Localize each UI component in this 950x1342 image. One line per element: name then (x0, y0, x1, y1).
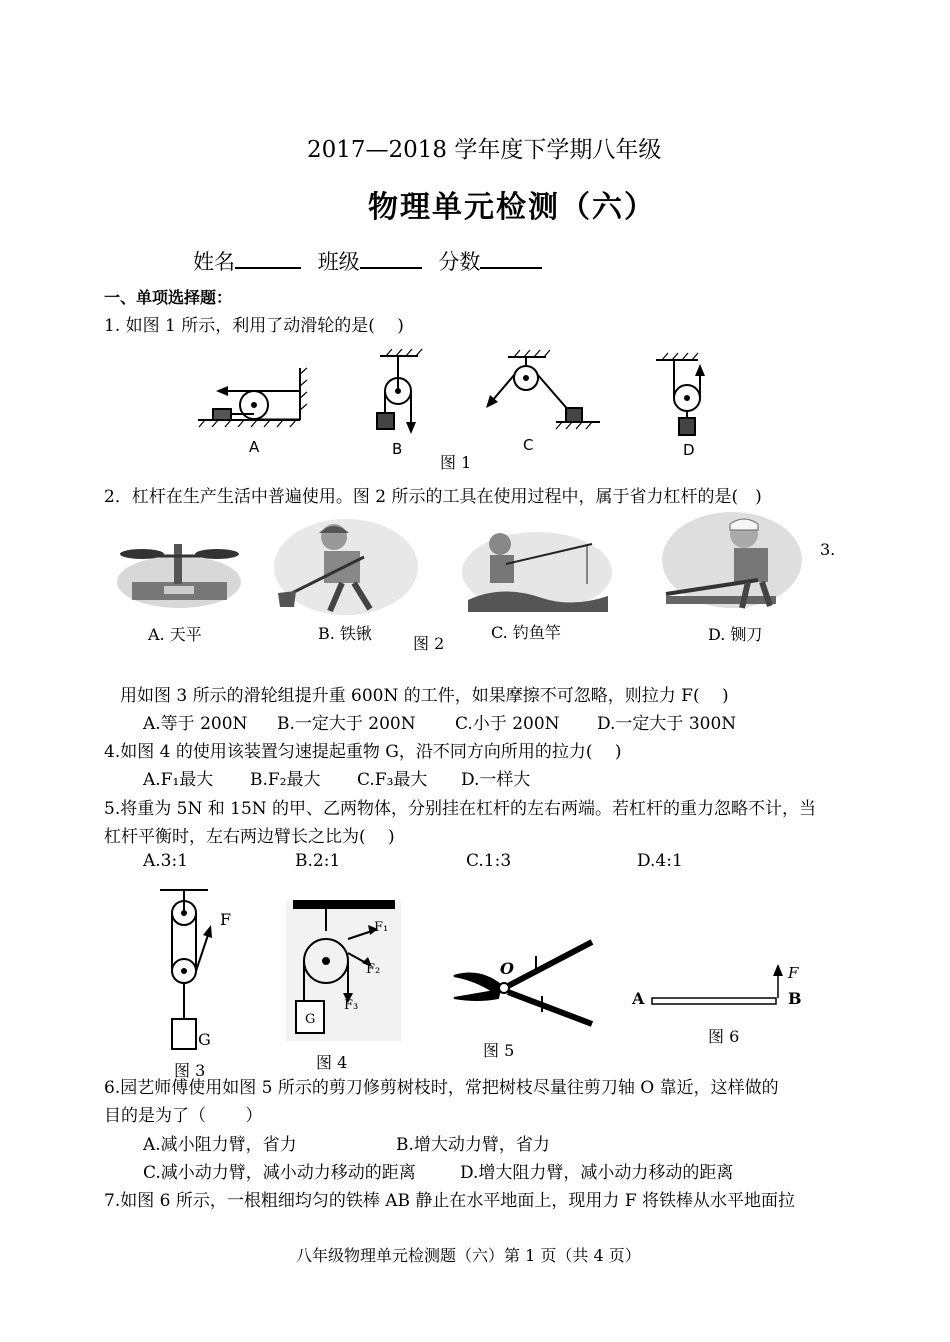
fig5-caption: 图 5 (483, 1041, 515, 1060)
fig2-caption: 图 2 (413, 634, 445, 653)
exam-year-line: 2017—2018 学年度下学期八年级 (307, 137, 662, 163)
q3-option-a: A.等于 200N (143, 714, 248, 734)
q3-option-c: C.小于 200N (455, 714, 560, 734)
fig6-label-a: A (632, 989, 645, 1008)
q5-option-d: D.4:1 (637, 851, 683, 871)
fig4-label-f1: F₁ (374, 920, 389, 935)
q3-option-d: D.一定大于 300N (597, 714, 737, 734)
fig1-label-b: B (392, 440, 403, 458)
q4-option-b: B.F₂最大 (250, 770, 321, 790)
fig4-label-g: G (305, 1012, 316, 1027)
q6-option-b: B.增大动力臂，省力 (396, 1135, 550, 1155)
q2-option-b: B. 铁锹 (318, 624, 372, 643)
fig4-caption: 图 4 (316, 1053, 348, 1072)
balance-scale-image (112, 530, 247, 610)
q6-option-d: D.增大阻力臂，减小动力移动的距离 (460, 1163, 734, 1183)
figure-4-fixed-pulley (280, 895, 410, 1045)
fig3-label-g: G (198, 1030, 211, 1049)
page-title: 物理单元检测（六） (368, 190, 656, 225)
fig4-label-f2: F₂ (366, 962, 381, 977)
q4-option-a: A.F₁最大 (143, 770, 214, 790)
q5-option-a: A.3:1 (143, 851, 189, 871)
page-footer: 八年级物理单元检测题（六）第 1 页（共 4 页） (296, 1246, 641, 1265)
q5-stem-line2: 杠杆平衡时，左右两边臂长之比为( ) (104, 827, 395, 847)
q6-option-c: C.减小动力臂，减小动力移动的距离 (143, 1163, 416, 1183)
q3-stem: 用如图 3 所示的滑轮组提升重 600N 的工件，如果摩擦不可忽略，则拉力 F( ) (120, 686, 729, 706)
section-title: 一、单项选择题： (104, 288, 233, 307)
q2-stem: 2．杠杆在生产生活中普遍使用。图 2 所示的工具在使用过程中，属于省力杠杆的是( ) (104, 487, 762, 507)
q6-stem-line2: 目的是为了（ ） (104, 1106, 263, 1126)
q1-stem: 1. 如图 1 所示，利用了动滑轮的是( ) (104, 316, 404, 336)
q5-option-c: C.1:3 (466, 851, 512, 871)
q5-option-b: B.2:1 (295, 851, 341, 871)
class-label: 班级 (317, 250, 360, 274)
q3-option-b: B.一定大于 200N (277, 714, 416, 734)
q6-option-a: A.减小阻力臂，省力 (143, 1135, 297, 1155)
fishing-rod-image (462, 524, 612, 612)
q4-option-c: C.F₃最大 (357, 770, 428, 790)
fig1-caption: 图 1 (440, 453, 472, 472)
figure-3-pulley-block (150, 885, 240, 1065)
figure-5-pruning-shears (450, 940, 600, 1035)
q2-option-a: A. 天平 (148, 625, 202, 644)
fig3-label-f: F (220, 910, 232, 929)
fig1-label-d: D (683, 441, 695, 459)
shovel-worker-image (274, 515, 419, 615)
fig5-label-o: O (500, 959, 514, 978)
figure-6-iron-rod (628, 958, 808, 1018)
q3-number: 3. (820, 540, 836, 559)
q5-stem-line1: 5.将重为 5N 和 15N 的甲、乙两物体，分别挂在杠杆的左右两端。若杠杆的重力忽略不计，当 (104, 799, 817, 819)
fig4-label-f3: F₃ (344, 998, 359, 1013)
fig6-label-b: B (788, 989, 802, 1008)
figure-1 (0, 0, 950, 480)
score-label: 分数 (438, 250, 481, 274)
fig6-caption: 图 6 (708, 1027, 740, 1046)
q2-option-c: C. 钓鱼竿 (491, 623, 561, 642)
q7-stem: 7.如图 6 所示，一根粗细均匀的铁棒 AB 静止在水平地面上，现用力 F 将铁棒从水平地面拉 (104, 1191, 796, 1211)
q4-stem: 4.如图 4 的使用该装置匀速提起重物 G，沿不同方向所用的拉力( ) (104, 742, 622, 762)
fig1-label-c: C (523, 436, 534, 454)
fig1-label-a: A (249, 438, 260, 456)
fig6-label-f: F (788, 964, 799, 982)
q4-option-d: D.一样大 (461, 770, 531, 790)
fig3-caption: 图 3 (174, 1061, 206, 1080)
q6-stem-line1: 6.园艺师傅使用如图 5 所示的剪刀修剪树枝时，常把树枝尽量往剪刀轴 O 靠近，这样做的 (104, 1078, 779, 1098)
q2-option-d: D. 铡刀 (708, 625, 763, 644)
name-label: 姓名 (193, 250, 235, 274)
guillotine-cutter-image (662, 508, 802, 610)
